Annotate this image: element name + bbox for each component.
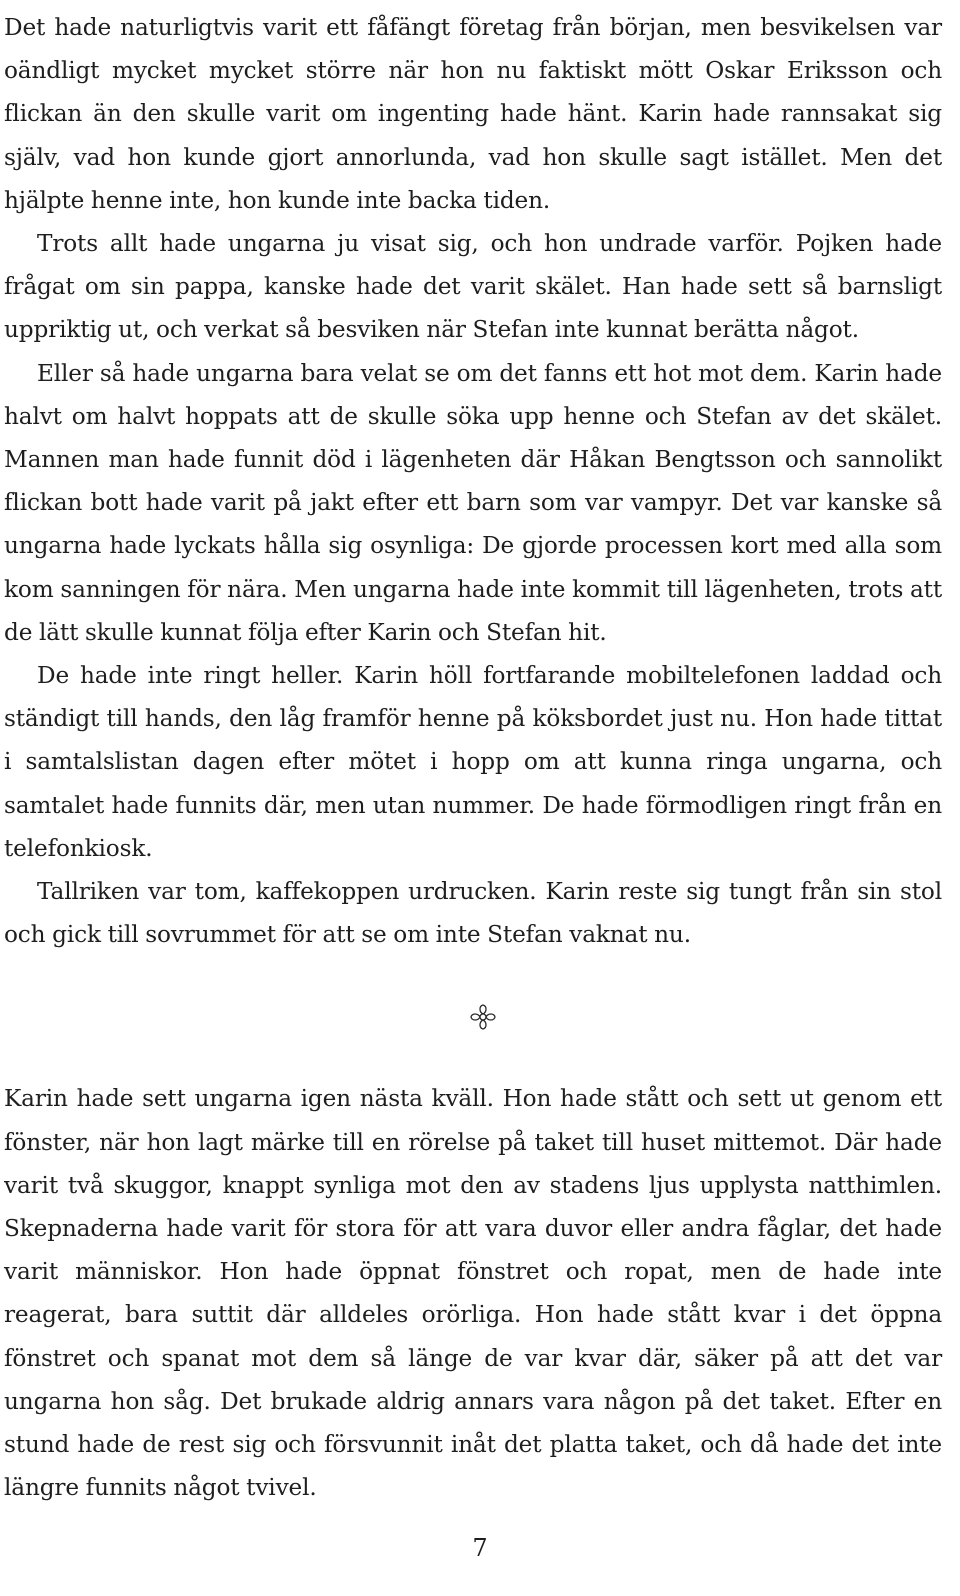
paragraph-5: Tallriken var tom, kaffekoppen urdrucken. Karin reste sig tungt från sin stol och gick till sovrummet för att se om inte Stefan vaknat nu. bbox=[4, 878, 942, 949]
book-page bbox=[4, 0, 942, 1510]
section-one bbox=[4, 0, 942, 956]
section-two bbox=[4, 1077, 942, 1509]
section-separator bbox=[4, 956, 942, 1077]
flower-ornament-icon bbox=[469, 1003, 497, 1031]
paragraph-3: Eller så hade ungarna bara velat se om det fanns ett hot mot dem. Karin hade halvt om halvt hoppats att de skulle söka upp henne och Stefan av det skälet. Mannen man hade funnit död i lägenheten där Håkan Bengtsson och sannolikt flickan bott hade varit på jakt efter ett barn som var vampyr. Det var kanske så ungarna hade lyckats hålla sig osynliga: De gjorde processen kort med alla som kom sanningen för nära. Men ungarna hade inte kommit till lägenheten, trots att de lätt skulle kunnat följa efter Karin och Stefan hit. bbox=[4, 359, 942, 646]
paragraph-2: Trots allt hade ungarna ju visat sig, och hon undrade varför. Pojken hade frågat om sin pappa, kanske hade det varit skälet. Han hade sett så barnsligt uppriktig ut, och verkat så besviken när Stefan inte kunnat berätta något. bbox=[4, 230, 942, 344]
paragraph-6: Karin hade sett ungarna igen nästa kväll. Hon hade stått och sett ut genom ett fönster, när hon lagt märke till en rörelse på taket till huset mittemot. Där hade varit två skuggor, knappt synliga mot den av stadens ljus upplysta natthimlen. Skepnaderna hade varit för stora för att vara duvor eller andra fåglar, det hade varit människor. Hon hade öppnat fönstret och ropat, men de hade inte reagerat, bara suttit där alldeles orörliga. Hon hade stått kvar i det öppna fönstret och spanat mot dem så länge de var kvar där, säker på att det var ungarna hon såg. Det brukade aldrig annars vara någon på det taket. Efter en stund hade de rest sig och försvunnit inåt det platta taket, och då hade det inte längre funnits något tvivel. bbox=[4, 1085, 942, 1502]
page-number: 7 bbox=[472, 1534, 488, 1562]
paragraph-1: Det hade naturligtvis varit ett fåfängt företag från början, men besvikelsen var oändligt mycket mycket större när hon nu faktiskt mött Oskar Eriksson och flickan än den skulle varit om ingenting hade hänt. Karin hade rannsakat sig själv, vad hon kunde gjort annorlunda, vad hon skulle sagt istället. Men det hjälpte henne inte, hon kunde inte backa tiden. bbox=[4, 14, 942, 214]
paragraph-4: De hade inte ringt heller. Karin höll fortfarande mobiltelefonen laddad och ständigt till hands, den låg framför henne på köksbordet just nu. Hon hade tittat i samtalslistan dagen efter mötet i hopp om att kunna ringa ungarna, och samtalet hade funnits där, men utan nummer. De hade förmodligen ringt från en telefonkiosk. bbox=[4, 662, 942, 862]
